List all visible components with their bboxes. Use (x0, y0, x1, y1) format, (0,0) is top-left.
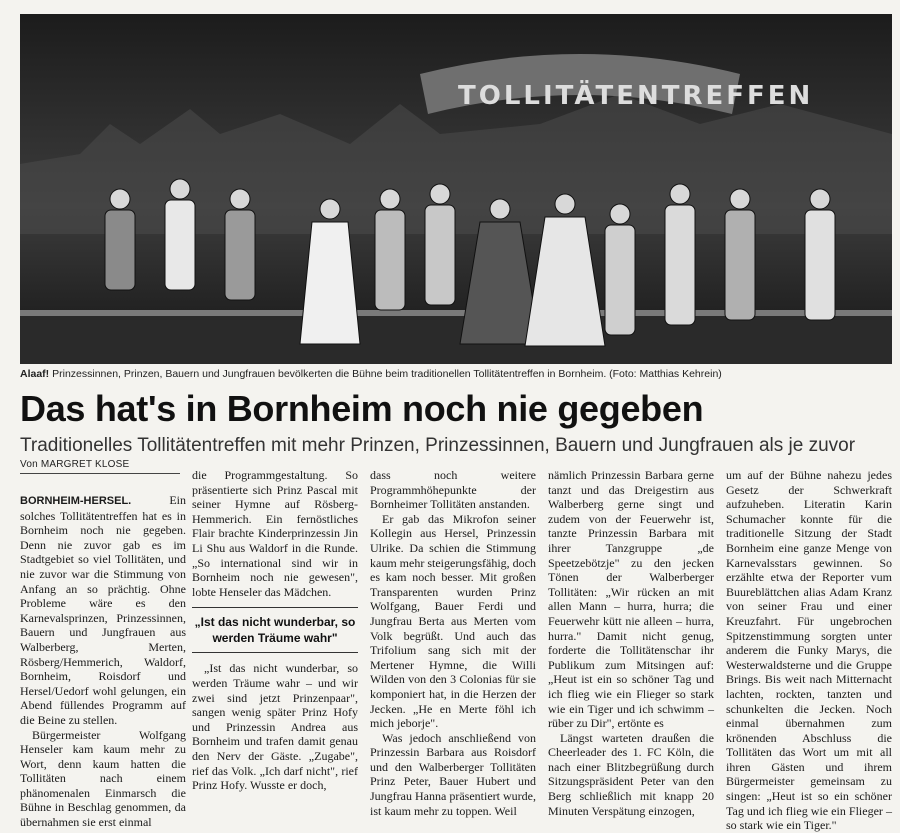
paragraph: die Programmgestaltung. So präsentierte sich Prinz Pascal mit seiner Hymne auf Rösberg-Hemmerich. Ein fernöstliches Flair brachte Kinderprinzessin Jin Li Shu aus Waldorf in die Runde. „So international sind wir in Bornheim noch nie gewesen", lobte Henseler das Mädchen. (192, 468, 358, 599)
paragraph: nämlich Prinzessin Barbara gerne tanzt und das Dreigestirn aus Walberberg gerne singt und zudem von der Feuerwehr ist, tanzte Prinzessin Barbara mit ihrer Tanzgruppe „de Speetzebötzje" zu den jecken Tönen der Walberberger Tollitäten: „Wir rücken an mit allen Mann – hurra, hurra; die Feuerwehr kütt nie alleen – hurra, hurra." Damit nicht genug, forderte die Tollitätenschar ihr Publikum zum Mitsingen auf: „Heut ist ein so schöner Tag und ich flieg wie ein Flieger so stark wie ein Tiger und ich schwimm – rüber zu Dir", ertönte es (548, 468, 714, 731)
paragraph: „Ist das nicht wunderbar, so werden Träume wahr – und wir zwei sind jetzt Prinzenpaar", sangen wenig später Prinz Hofy und Prinzessin Andrea aus Bornheim und trafen damit genau den Nerv der Gäste. „Zugabe", rief das Volk. „Ich darf nicht", rief Prinz Hofy. Wusste er doch, (192, 661, 358, 793)
pull-quote: „Ist das nicht wunderbar, so werden Träume wahr" (192, 607, 358, 653)
paragraph: Was jedoch anschließend von Prinzessin Barbara aus Roisdorf und den Walberberger Tollitäten Prinz Peter, Bauer Hubert und Jungfrau Hanna präsentiert wurde, ist kaum mehr zu toppen. Weil (370, 730, 536, 818)
caption-lead: Alaaf! (20, 368, 50, 380)
byline: Von MARGRET KLOSE (20, 459, 130, 470)
headline: Das hat's in Bornheim noch nie gegeben (20, 388, 704, 429)
article-column-4 (548, 468, 714, 818)
stage-photo-illustration (20, 14, 892, 364)
paragraph: BORNHEIM-HERSEL. Ein solches Tollitätentreffen hat es in Bornheim noch nie gegeben. Denn nie zuvor gab es im Stadtgebiet so viel Tollitäten, und nie zuvor war die Stimmung von Anfang an so prächtig. Ohne Probleme wäre es den Karnevalsprinzen, Prinzessinnen, Bauern und Jungfrauen aus Walberberg, Merten, Rösberg/Hemmerich, Waldorf, Bornheim, Roisdorf und Hersel/Uedorf wohl gelungen, ein Abend füllendes Programm auf die Beine zu stellen. (20, 493, 186, 727)
paragraph: Längst warteten draußen die Cheerleader des 1. FC Köln, die nach einer Blitzbegrüßung durch Sitzungspräsident Peter van den Berg schließlich mit knapp 20 Minuten Verspätung einzogen, (548, 730, 714, 818)
article-column-2 (192, 468, 358, 793)
paragraph: Er gab das Mikrofon seiner Kollegin aus Hersel, Prinzessin Ulrike. Da schien die Stimmung kaum mehr steigerungsfähig, doch es kam noch besser. Mit großen Transparenten wurden Prinz Wolfgang, Bauer Ferdi und Jungfrau Berta aus Merten vom Volk begrüßt. Und auch das Trifolium sang sich mit der Mertener Hymne, die Willi Wilden von den 3 Colonias für sie komponiert hat, in die Herzen der Jecken. „He en Merte föhl ich mich jeborje". (370, 511, 536, 731)
dateline: BORNHEIM-HERSEL. (20, 495, 132, 507)
byline-rule (20, 473, 180, 474)
article-column-1 (20, 493, 186, 830)
photo-caption (20, 368, 892, 381)
paragraph: dass noch weitere Programmhöhepunkte der Bornheimer Tollitäten anstanden. (370, 468, 536, 512)
paragraph: um auf der Bühne nahezu jedes Gesetz der Schwerkraft aufzuheben. Literatin Karin Schumacher konnte für die traditionelle Sitzung der Stadt Bornheim eine ganze Menge von Karnevalsstars gewinnen. So erzählte etwa der Reporter vum Buureblättchen alias Adam Kranz von seiner Frau und einer Kreuzfahrt. Für ungebrochen Spitzenstimmung sorgten unter anderem die Funky Marys, die Westerwaldsterne und die Gruppe Brings. Bis weit nach Mitternacht lachten, rockten, tanzten und schunkelten die Jecken. Noch einmal übernahmen zum krönenden Abschluss die Tollitäten das Wort um mit all ihren Gästen und ihrem Bürgermeister gemeinsam zu singen: „Heut ist so ein schöner Tag und ich flieg wie ein Flieger – so stark wie ein Tiger." (726, 468, 892, 833)
article-column-3 (370, 468, 536, 818)
banner-text: TOLLITÄTENTREFFEN (458, 81, 814, 111)
article-photo (20, 14, 892, 364)
figure (665, 184, 695, 325)
article-column-5 (726, 468, 892, 833)
paragraph: Bürgermeister Wolfgang Henseler kam kaum mehr zu Wort, denn kaum hatten die Tollitäten nach einem phänomenalen Einmarsch die Bühne in Beschlag genommen, da übernahmen sie erst einmal (20, 727, 186, 830)
caption-text: Prinzessinnen, Prinzen, Bauern und Jungfrauen bevölkerten die Bühne beim traditionellen Tollitätentreffen in Bornheim. (Foto: Matthias Kehrein) (49, 368, 722, 380)
subheadline: Traditionelles Tollitätentreffen mit mehr Prinzen, Prinzessinnen, Bauern und Jungfrauen als je zuvor (20, 435, 856, 456)
